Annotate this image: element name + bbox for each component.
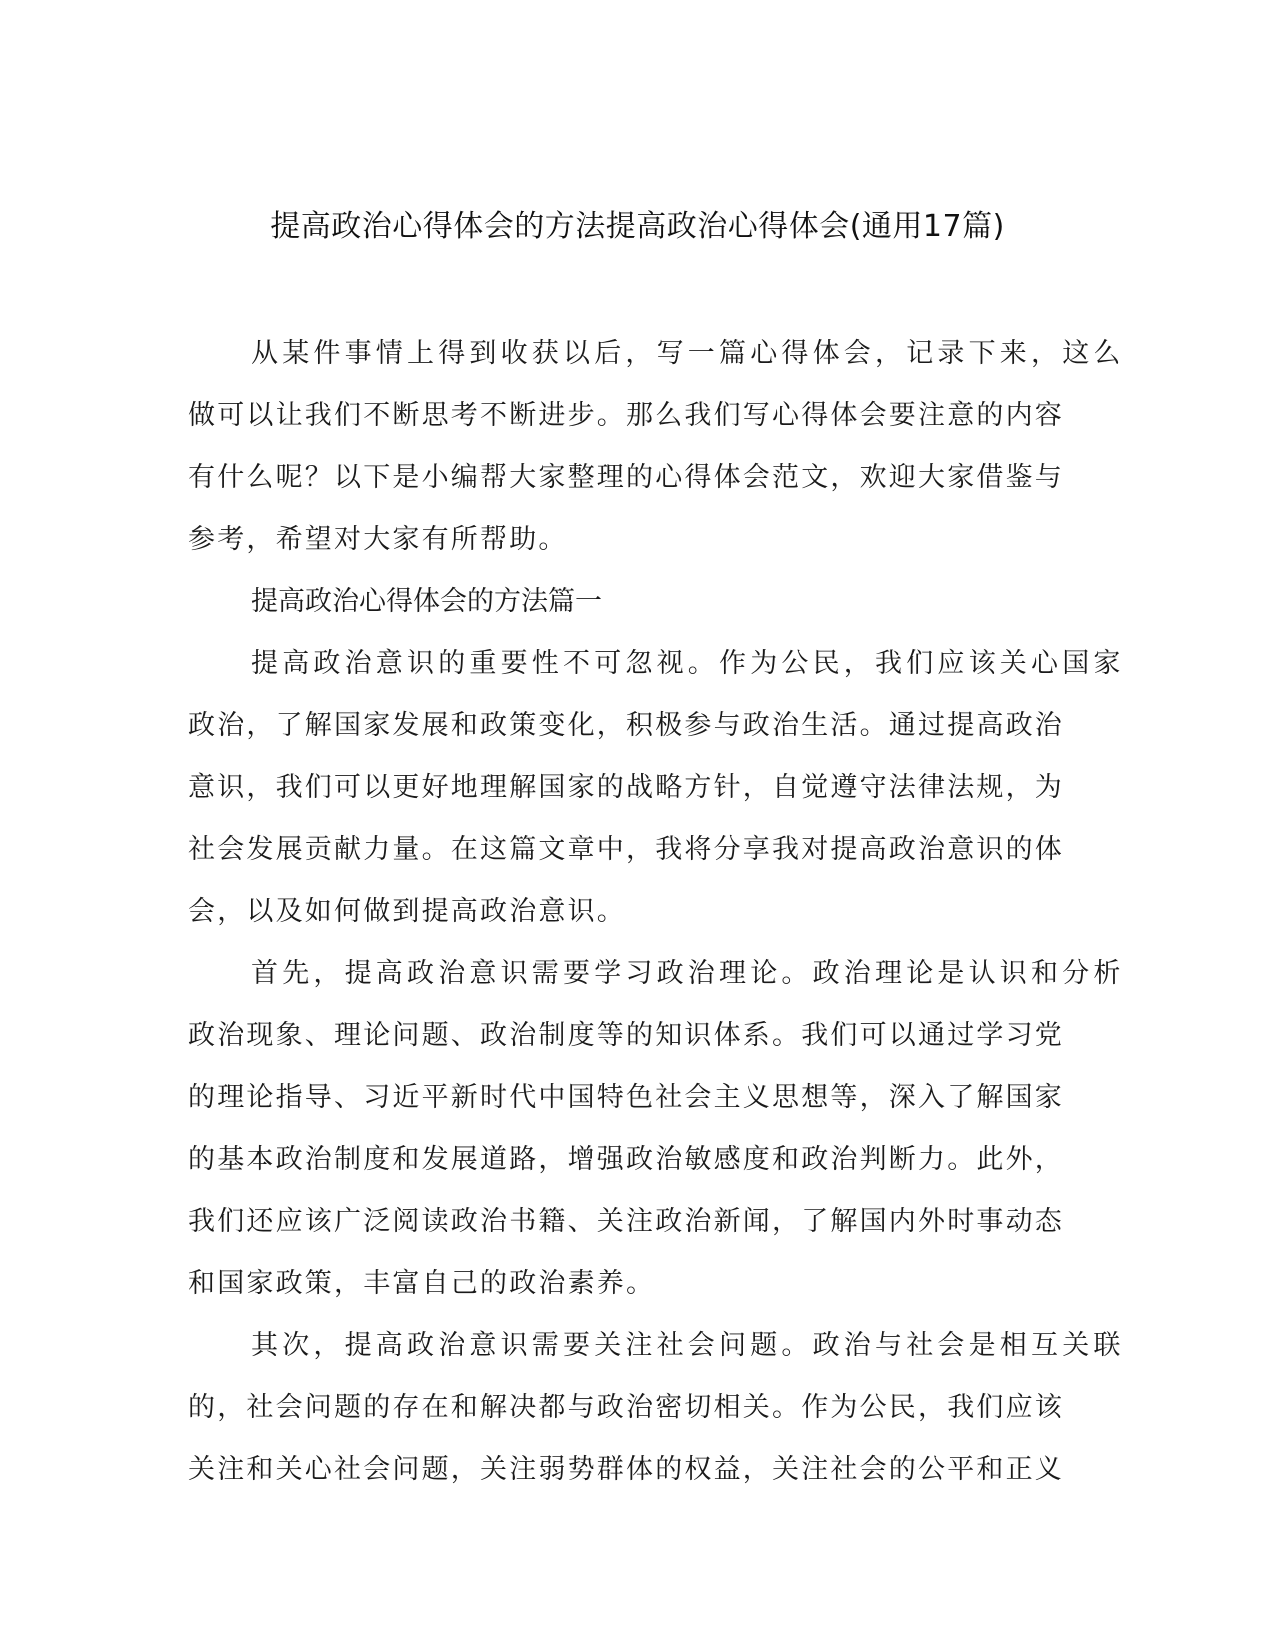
- text-line: 意识，我们可以更好地理解国家的战略方针，自觉遵守法律法规，为: [188, 772, 1064, 803]
- text-line: 政治，了解国家发展和政策变化，积极参与政治生活。通过提高政治: [188, 710, 1064, 741]
- text-line: 从某件事情上得到收获以后，写一篇心得体会，记录下来，这么: [251, 338, 1125, 369]
- text-line: 的，社会问题的存在和解决都与政治密切相关。作为公民，我们应该: [188, 1392, 1064, 1423]
- text-line: 我们还应该广泛阅读政治书籍、关注政治新闻，了解国内外时事动态: [188, 1206, 1064, 1237]
- text-line: 政治现象、理论问题、政治制度等的知识体系。我们可以通过学习党: [188, 1020, 1064, 1051]
- text-line: 的基本政治制度和发展道路，增强政治敏感度和政治判断力。此外，: [188, 1144, 1064, 1175]
- text-line: 做可以让我们不断思考不断进步。那么我们写心得体会要注意的内容: [188, 400, 1064, 431]
- text-line: 提高政治意识的重要性不可忽视。作为公民，我们应该关心国家: [251, 648, 1125, 679]
- text-line: 提高政治心得体会的方法篇一: [251, 586, 602, 617]
- text-line: 有什么呢？以下是小编帮大家整理的心得体会范文，欢迎大家借鉴与: [188, 462, 1064, 493]
- text-line: 参考，希望对大家有所帮助。: [188, 524, 568, 555]
- text-line: 关注和关心社会问题，关注弱势群体的权益，关注社会的公平和正义: [188, 1454, 1064, 1485]
- document-body: [188, 323, 1125, 1501]
- text-line: 首先，提高政治意识需要学习政治理论。政治理论是认识和分析: [251, 958, 1125, 989]
- document-title: 提高政治心得体会的方法提高政治心得体会(通用17篇): [270, 209, 1005, 244]
- text-line: 其次，提高政治意识需要关注社会问题。政治与社会是相互关联: [251, 1330, 1125, 1361]
- text-line: 和国家政策，丰富自己的政治素养。: [188, 1268, 656, 1299]
- text-line: 的理论指导、习近平新时代中国特色社会主义思想等，深入了解国家: [188, 1082, 1064, 1113]
- text-line: 会，以及如何做到提高政治意识。: [188, 896, 626, 927]
- text-line: 社会发展贡献力量。在这篇文章中，我将分享我对提高政治意识的体: [188, 834, 1064, 865]
